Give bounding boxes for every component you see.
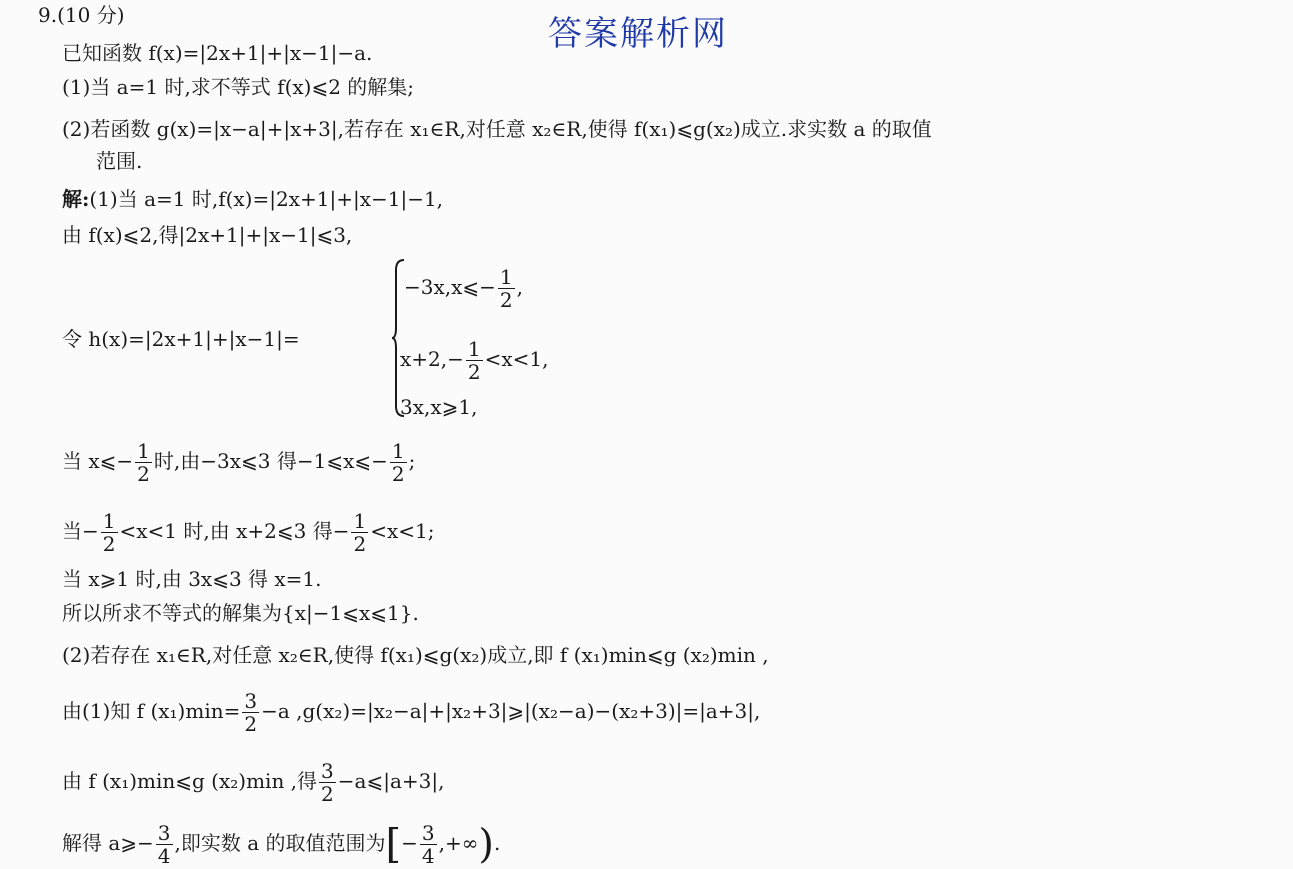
case-2 (400, 338, 549, 383)
solution-line-2: 由 f(x)⩽2,得|2x+1|+|x−1|⩽3, (62, 223, 353, 247)
solution-text-1: (1)当 a=1 时,f(x)=|2x+1|+|x−1|−1, (89, 187, 444, 211)
question-2-line1: (2)若函数 g(x)=|x−a|+|x+3|,若存在 x₁∈R,对任意 x₂∈R,使得 f(x₁)⩽g(x₂)成立.求实数 a 的取值 (62, 117, 932, 141)
case-1-end: , (516, 275, 524, 299)
right-paren: ) (478, 821, 495, 868)
question-2-line2: 范围. (96, 149, 143, 173)
problem-number: 9.(10 分) (38, 3, 125, 27)
fraction-three-quarter: $\frac{3}{4}$ (421, 821, 435, 868)
solution-line-10: 由 f (x₁)min⩽g (x₂)min ,得 $\frac{3}{2}$ −a⩽|a+3|, (62, 759, 445, 806)
solution-line-1 (62, 186, 443, 212)
watermark-logo: 答案解析网 (548, 14, 728, 54)
solution-line-6: 当 x⩾1 时,由 3x⩽3 得 x=1. (62, 567, 322, 591)
fraction-half: $\frac{1}{2}$ (137, 439, 150, 486)
solution-line-8: (2)若存在 x₁∈R,对任意 x₂∈R,使得 f(x₁)⩽g(x₂)成立,即 f (x₁)min⩽g (x₂)min , (62, 643, 769, 667)
case-3: 3x,x⩾1, (400, 395, 478, 419)
case-2-text-a: x+2,− (400, 347, 464, 371)
fraction-three-quarter: $\frac{3}{4}$ (157, 821, 171, 868)
solution-line-4: 当 x⩽− $\frac{1}{2}$ 时,由−3x⩽3 得−1⩽x⩽− $\frac{1}{2}$ ; (62, 439, 416, 486)
fraction-half: $\frac{1}{2}$ (391, 439, 405, 486)
fraction-half: $\frac{1}{2}$ (467, 337, 481, 384)
case-1 (404, 266, 523, 311)
case-2-text-b: <x<1, (484, 347, 549, 371)
solution-line-5: 当− $\frac{1}{2}$ <x<1 时,由 x+2⩽3 得− $\frac{1}{2}$ <x<1; (62, 509, 435, 556)
solution-label: 解: (62, 187, 90, 211)
fraction-three-half: $\frac{3}{2}$ (321, 759, 334, 806)
solution-line-11: 解得 a⩾− $\frac{3}{4}$ ,即实数 a 的取值范围为[− $\frac{3}{4}$ ,+∞). (62, 821, 501, 868)
fraction-half: $\frac{1}{2}$ (353, 509, 367, 556)
left-bracket: [ (385, 821, 402, 868)
h-definition: 令 h(x)=|2x+1|+|x−1|= (62, 327, 300, 351)
solution-line-9: 由(1)知 f (x₁)min= $\frac{3}{2}$ −a ,g(x₂)=|x₂−a|+|x₂+3|⩾|(x₂−a)−(x₂+3)|=|a+3|, (62, 689, 761, 736)
fraction-three-half: $\frac{3}{2}$ (244, 689, 258, 736)
solution-line-7: 所以所求不等式的解集为{x|−1⩽x⩽1}. (62, 601, 419, 625)
problem-stem: 已知函数 f(x)=|2x+1|+|x−1|−a. (62, 41, 373, 65)
question-1: (1)当 a=1 时,求不等式 f(x)⩽2 的解集; (62, 75, 415, 99)
case-1-text: −3x,x⩽− (404, 275, 496, 299)
fraction-half: $\frac{1}{2}$ (102, 509, 116, 556)
fraction-half: $\frac{1}{2}$ (499, 265, 513, 312)
